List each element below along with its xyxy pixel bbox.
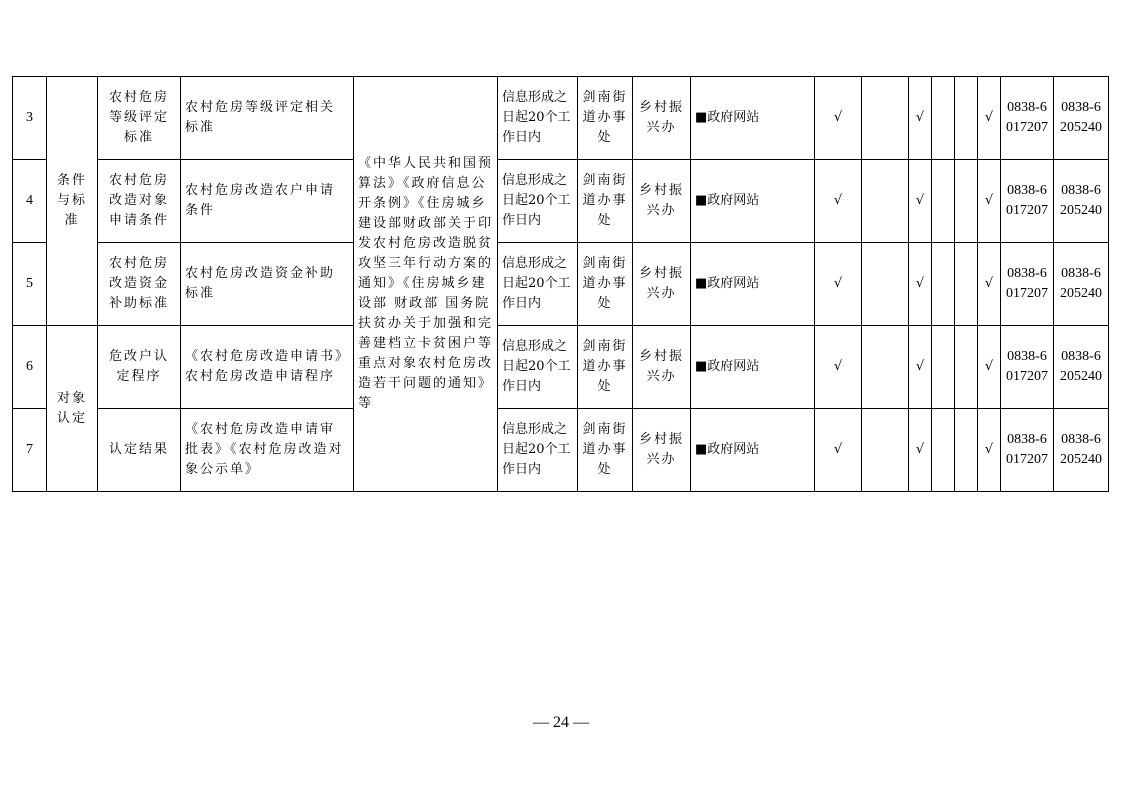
empty-cell [955, 160, 978, 243]
subject-cell: 剑南街道办事处 [578, 160, 633, 243]
channel-cell: ■政府网站 [691, 160, 815, 243]
check-mark: √ [815, 160, 862, 243]
phone-cell: 0838-6205240 [1054, 243, 1109, 326]
basis-cell: 《中华人民共和国预算法》《政府信息公开条例》《住房城乡建设部财政部关于印发农村危房改造脱贫攻坚三年行动方案的通知》《住房城乡建设部 财政部 国务院扶贫办关于加强和完善建档立卡贫困户等重点对象农村危房改造若干问题的通知》等 [354, 77, 498, 492]
empty-cell [862, 243, 909, 326]
phone-cell: 0838-6017207 [1001, 160, 1054, 243]
subject-cell: 剑南街道办事处 [578, 326, 633, 409]
check-mark: √ [978, 326, 1001, 409]
empty-cell [932, 243, 955, 326]
item-cell: 农村危房等级评定标准 [98, 77, 181, 160]
check-mark: √ [815, 409, 862, 492]
content-cell: 《农村危房改造申请书》农村危房改造申请程序 [181, 326, 354, 409]
contact-cell: 乡村振兴办 [633, 160, 691, 243]
row-number: 4 [13, 160, 47, 243]
table-row [13, 243, 1109, 326]
phone-cell: 0838-6205240 [1054, 326, 1109, 409]
check-mark: √ [909, 409, 932, 492]
check-mark: √ [978, 77, 1001, 160]
category-cell: 条件与标准 [47, 77, 98, 326]
contact-cell: 乡村振兴办 [633, 326, 691, 409]
phone-cell: 0838-6017207 [1001, 409, 1054, 492]
item-cell: 农村危房改造对象申请条件 [98, 160, 181, 243]
time-limit-cell: 信息形成之日起20个工作日内 [498, 326, 578, 409]
check-mark: √ [978, 243, 1001, 326]
empty-cell [932, 409, 955, 492]
time-limit-cell: 信息形成之日起20个工作日内 [498, 160, 578, 243]
empty-cell [862, 409, 909, 492]
content-cell: 农村危房改造农户申请条件 [181, 160, 354, 243]
channel-cell: ■政府网站 [691, 243, 815, 326]
time-limit-cell: 信息形成之日起20个工作日内 [498, 77, 578, 160]
phone-cell: 0838-6205240 [1054, 77, 1109, 160]
channel-cell: ■政府网站 [691, 326, 815, 409]
empty-cell [862, 77, 909, 160]
check-mark: √ [909, 243, 932, 326]
subject-cell: 剑南街道办事处 [578, 409, 633, 492]
phone-cell: 0838-6205240 [1054, 160, 1109, 243]
table-row [13, 160, 1109, 243]
item-cell: 农村危房改造资金补助标准 [98, 243, 181, 326]
table-row [13, 326, 1109, 409]
content-cell: 《农村危房改造申请审批表》《农村危房改造对象公示单》 [181, 409, 354, 492]
table-row [13, 409, 1109, 492]
phone-cell: 0838-6205240 [1054, 409, 1109, 492]
time-limit-cell: 信息形成之日起20个工作日内 [498, 409, 578, 492]
contact-cell: 乡村振兴办 [633, 409, 691, 492]
category-cell: 对象认定 [47, 326, 98, 492]
phone-cell: 0838-6017207 [1001, 77, 1054, 160]
row-number: 5 [13, 243, 47, 326]
check-mark: √ [978, 409, 1001, 492]
empty-cell [932, 77, 955, 160]
empty-cell [862, 326, 909, 409]
empty-cell [932, 326, 955, 409]
channel-cell: ■政府网站 [691, 409, 815, 492]
content-cell: 农村危房等级评定相关标准 [181, 77, 354, 160]
row-number: 3 [13, 77, 47, 160]
disclosure-table [12, 76, 1109, 492]
empty-cell [932, 160, 955, 243]
channel-cell: ■政府网站 [691, 77, 815, 160]
item-cell: 危改户认定程序 [98, 326, 181, 409]
check-mark: √ [815, 326, 862, 409]
check-mark: √ [909, 77, 932, 160]
content-cell: 农村危房改造资金补助标准 [181, 243, 354, 326]
row-number: 7 [13, 409, 47, 492]
empty-cell [862, 160, 909, 243]
item-cell: 认定结果 [98, 409, 181, 492]
empty-cell [955, 77, 978, 160]
table-row [13, 77, 1109, 160]
page-number: — 24 — [533, 714, 589, 731]
phone-cell: 0838-6017207 [1001, 243, 1054, 326]
empty-cell [955, 409, 978, 492]
empty-cell [955, 243, 978, 326]
phone-cell: 0838-6017207 [1001, 326, 1054, 409]
check-mark: √ [909, 326, 932, 409]
check-mark: √ [815, 243, 862, 326]
subject-cell: 剑南街道办事处 [578, 243, 633, 326]
contact-cell: 乡村振兴办 [633, 77, 691, 160]
time-limit-cell: 信息形成之日起20个工作日内 [498, 243, 578, 326]
subject-cell: 剑南街道办事处 [578, 77, 633, 160]
check-mark: √ [909, 160, 932, 243]
check-mark: √ [978, 160, 1001, 243]
empty-cell [955, 326, 978, 409]
row-number: 6 [13, 326, 47, 409]
contact-cell: 乡村振兴办 [633, 243, 691, 326]
check-mark: √ [815, 77, 862, 160]
